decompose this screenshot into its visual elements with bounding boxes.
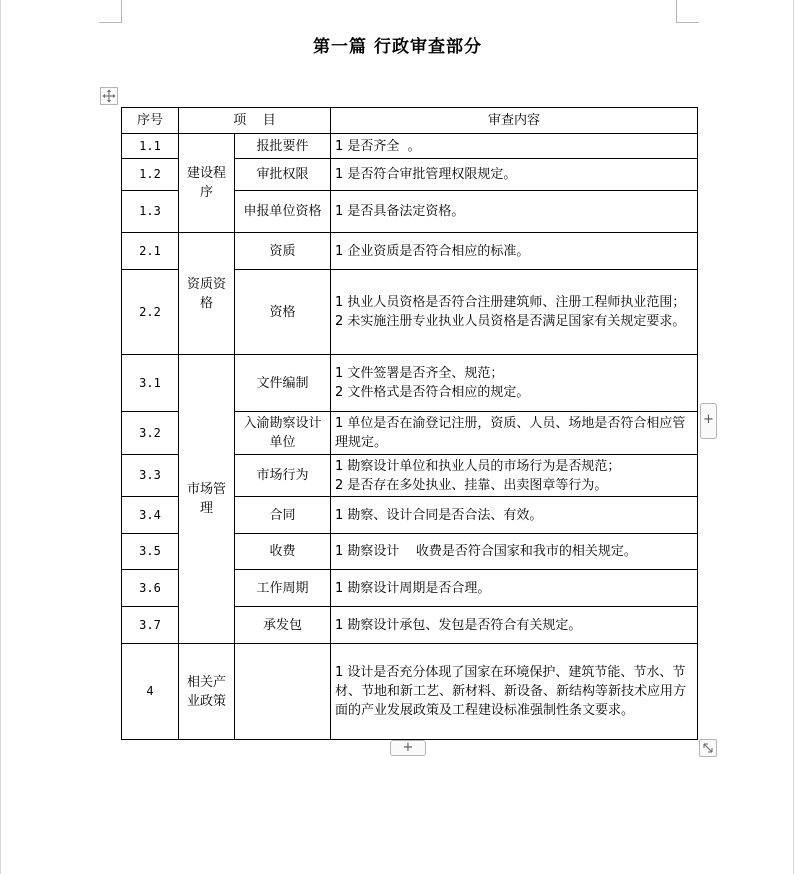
row-content: 1 执业人员资格是否符合注册建筑师、注册工程师执业范围； 2 未实施注册专业执业人员资格是否满足国家有关规定要求。 <box>331 270 698 355</box>
page-edge-right <box>793 0 794 874</box>
table-resize-handle[interactable] <box>699 739 717 757</box>
row-item-empty <box>235 644 331 740</box>
row-item: 资格 <box>235 270 331 355</box>
row-item: 申报单位资格 <box>235 191 331 233</box>
table-move-handle[interactable] <box>100 87 118 105</box>
row-item: 收费 <box>235 534 331 570</box>
row-item: 市场行为 <box>235 455 331 497</box>
row-number: 3.6 <box>122 570 179 607</box>
table-row <box>122 355 698 412</box>
row-number: 1.3 <box>122 191 179 233</box>
table-row <box>122 134 698 159</box>
row-number: 3.2 <box>122 412 179 455</box>
row-item: 工作周期 <box>235 570 331 607</box>
page-edge-left <box>0 0 1 874</box>
table-header-row <box>122 108 698 134</box>
row-item: 资质 <box>235 233 331 270</box>
row-number: 3.3 <box>122 455 179 497</box>
header-item: 项 目 <box>179 108 331 134</box>
row-content: 1 勘察、设计合同是否合法、有效。 <box>331 497 698 534</box>
row-number: 2.1 <box>122 233 179 270</box>
row-number: 3.5 <box>122 534 179 570</box>
row-number: 2.2 <box>122 270 179 355</box>
row-number: 3.1 <box>122 355 179 412</box>
row-number: 4 <box>122 644 179 740</box>
add-row-button[interactable]: + <box>390 740 426 756</box>
category-policy: 相关产业政策 <box>179 644 235 740</box>
row-content: 1 单位是否在渝登记注册，资质、人员、场地是否符合相应管理规定。 <box>331 412 698 455</box>
header-number: 序号 <box>122 108 179 134</box>
row-content: 1 是否齐全 。 <box>331 134 698 159</box>
resize-icon <box>702 742 714 754</box>
header-content: 审查内容 <box>331 108 698 134</box>
row-content: 1 文件签署是否齐全、规范； 2 文件格式是否符合相应的规定。 <box>331 355 698 412</box>
margin-corner-top-right <box>676 0 699 23</box>
row-content: 1 是否符合审批管理权限规定。 <box>331 159 698 191</box>
row-content: 1 勘察设计周期是否合理。 <box>331 570 698 607</box>
category-qualification: 资质资格 <box>179 233 235 355</box>
table-row <box>122 233 698 270</box>
category-construction: 建设程序 <box>179 134 235 233</box>
row-item: 合同 <box>235 497 331 534</box>
row-content: 1 勘察设计承包、发包是否符合有关规定。 <box>331 607 698 644</box>
row-number: 1.2 <box>122 159 179 191</box>
table-row <box>122 644 698 740</box>
row-content: 1 勘察设计单位和执业人员的市场行为是否规范； 2 是否存在多处执业、挂靠、出卖图章等行为。 <box>331 455 698 497</box>
row-number: 1.1 <box>122 134 179 159</box>
margin-corner-top-left <box>99 0 122 23</box>
row-item: 报批要件 <box>235 134 331 159</box>
row-item: 审批权限 <box>235 159 331 191</box>
row-item: 承发包 <box>235 607 331 644</box>
row-content: 1 企业资质是否符合相应的标准。 <box>331 233 698 270</box>
document-title: 第一篇 行政审查部分 <box>313 37 482 57</box>
row-content: 1 勘察设计 收费是否符合国家和我市的相关规定。 <box>331 534 698 570</box>
review-table <box>121 107 698 740</box>
row-item: 文件编制 <box>235 355 331 412</box>
move-icon <box>102 89 116 103</box>
category-market: 市场管理 <box>179 355 235 644</box>
row-content: 1 设计是否充分体现了国家在环境保护、建筑节能、节水、节材、节地和新工艺、新材料、新设备、新结构等新技术应用方面的产业发展政策及工程建设标准强制性条文要求。 <box>331 644 698 740</box>
row-number: 3.4 <box>122 497 179 534</box>
row-number: 3.7 <box>122 607 179 644</box>
row-item: 入渝勘察设计单位 <box>235 412 331 455</box>
add-column-button[interactable]: + <box>700 403 717 439</box>
row-content: 1 是否具备法定资格。 <box>331 191 698 233</box>
